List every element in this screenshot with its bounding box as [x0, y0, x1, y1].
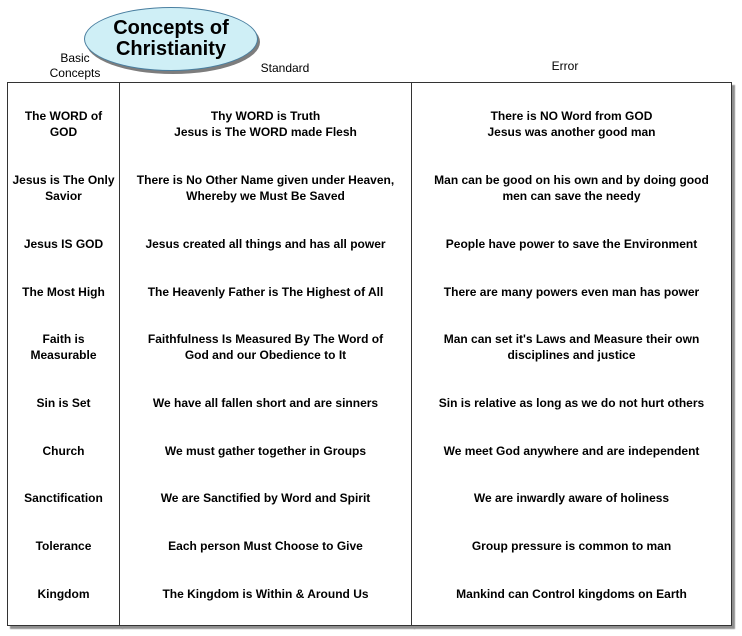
- basic-concept-cell-line: Tolerance: [35, 539, 92, 553]
- basic-concept-cell: [8, 104, 119, 144]
- standard-cell-line: There is No Other Name given under Heaven,: [136, 173, 395, 187]
- basic-header-line-1: Basic: [60, 51, 90, 65]
- standard-cell: [120, 327, 411, 367]
- basic-concept-cell-line: Faith is: [42, 332, 85, 346]
- basic-concept-cell-line: Savior: [45, 189, 82, 203]
- basic-concept-cell: [8, 431, 119, 471]
- error-cell-line: Mankind can Control kingdoms on Earth: [456, 587, 687, 601]
- basic-concept-cell: [8, 272, 119, 312]
- basic-header-line-2: Concepts: [49, 66, 101, 80]
- standard-cell-line: We have all fallen short and are sinners: [152, 396, 379, 410]
- standard-cell: [120, 272, 411, 312]
- standard-cell: [120, 574, 411, 614]
- basic-concept-cell-line: Kingdom: [37, 587, 90, 601]
- error-cell: [412, 272, 731, 312]
- error-cell: [412, 383, 731, 423]
- standard-cell: [120, 478, 411, 518]
- error-cell: [412, 104, 731, 144]
- basic-concept-cell: [8, 224, 119, 264]
- title-line-2: Christianity: [115, 38, 227, 60]
- error-cell-line: People have power to save the Environment: [445, 237, 698, 251]
- error-column: [411, 82, 732, 626]
- error-cell: [412, 327, 731, 367]
- error-cell-line: We are inwardly aware of holiness: [473, 491, 670, 505]
- error-cell-line: There is NO Word from GOD: [490, 109, 653, 123]
- basic-concept-cell-line: GOD: [49, 125, 78, 139]
- basic-concept-cell-line: Sanctification: [24, 491, 103, 505]
- error-cell-line: Group pressure is common to man: [471, 539, 672, 553]
- basic-concept-cell-line: Jesus IS GOD: [23, 237, 104, 251]
- error-cell: [412, 168, 731, 208]
- error-cell: [412, 224, 731, 264]
- standard-cell-line: Faithfulness Is Measured By The Word of: [147, 332, 384, 346]
- basic-concept-cell-line: Jesus is The Only: [12, 173, 115, 187]
- basic-concept-cell-line: Sin is Set: [36, 396, 91, 410]
- error-cell: [412, 574, 731, 614]
- error-cell-line: There are many powers even man has power: [443, 285, 700, 299]
- error-cell: [412, 431, 731, 471]
- error-cell: [412, 478, 731, 518]
- standard-cell-line: Each person Must Choose to Give: [168, 539, 363, 553]
- error-cell-line: We meet God anywhere and are independent: [443, 444, 700, 458]
- standard-cell: [120, 224, 411, 264]
- standard-cell: [120, 431, 411, 471]
- basic-concept-cell: [8, 168, 119, 208]
- basic-concept-cell-line: The WORD of: [24, 109, 103, 123]
- basic-concepts-header: [40, 51, 110, 81]
- standard-cell-line: The Kingdom is Within & Around Us: [162, 587, 369, 601]
- standard-cell-line: Jesus created all things and has all power: [145, 237, 386, 251]
- standard-column: [119, 82, 412, 626]
- standard-cell: [120, 526, 411, 566]
- standard-cell: [120, 104, 411, 144]
- standard-cell-line: Thy WORD is Truth: [210, 109, 321, 123]
- basic-concept-cell: [8, 478, 119, 518]
- standard-cell-line: God and our Obedience to It: [184, 348, 347, 362]
- standard-cell-line: Whereby we Must Be Saved: [186, 189, 345, 203]
- basic-concept-cell-line: Church: [42, 444, 85, 458]
- standard-cell: [120, 168, 411, 208]
- basic-concept-cell: [8, 383, 119, 423]
- title-line-1: Concepts of: [113, 17, 229, 39]
- standard-cell-line: We must gather together in Groups: [164, 444, 367, 458]
- basic-concept-cell: [8, 526, 119, 566]
- standard-cell: [120, 383, 411, 423]
- basic-concept-cell: [8, 327, 119, 367]
- basic-concept-cell-line: Measurable: [30, 348, 97, 362]
- basic-concept-cell: [8, 574, 119, 614]
- error-cell-line: disciplines and justice: [507, 348, 636, 362]
- error-cell-line: Man can be good on his own and by doing good: [434, 173, 709, 187]
- error-cell-line: Man can set it's Laws and Measure their own: [443, 332, 700, 346]
- error-cell-line: Jesus was another good man: [487, 125, 656, 139]
- error-cell-line: Sin is relative as long as we do not hurt others: [438, 396, 705, 410]
- error-cell-line: men can save the needy: [502, 189, 641, 203]
- error-header: Error: [551, 59, 579, 73]
- standard-header: Standard: [260, 61, 310, 75]
- standard-cell-line: The Heavenly Father is The Highest of All: [147, 285, 384, 299]
- basic-concepts-column: [7, 82, 120, 626]
- standard-cell-line: Jesus is The WORD made Flesh: [174, 125, 357, 139]
- standard-cell-line: We are Sanctified by Word and Spirit: [160, 491, 371, 505]
- basic-concept-cell-line: The Most High: [22, 285, 105, 299]
- error-cell: [412, 526, 731, 566]
